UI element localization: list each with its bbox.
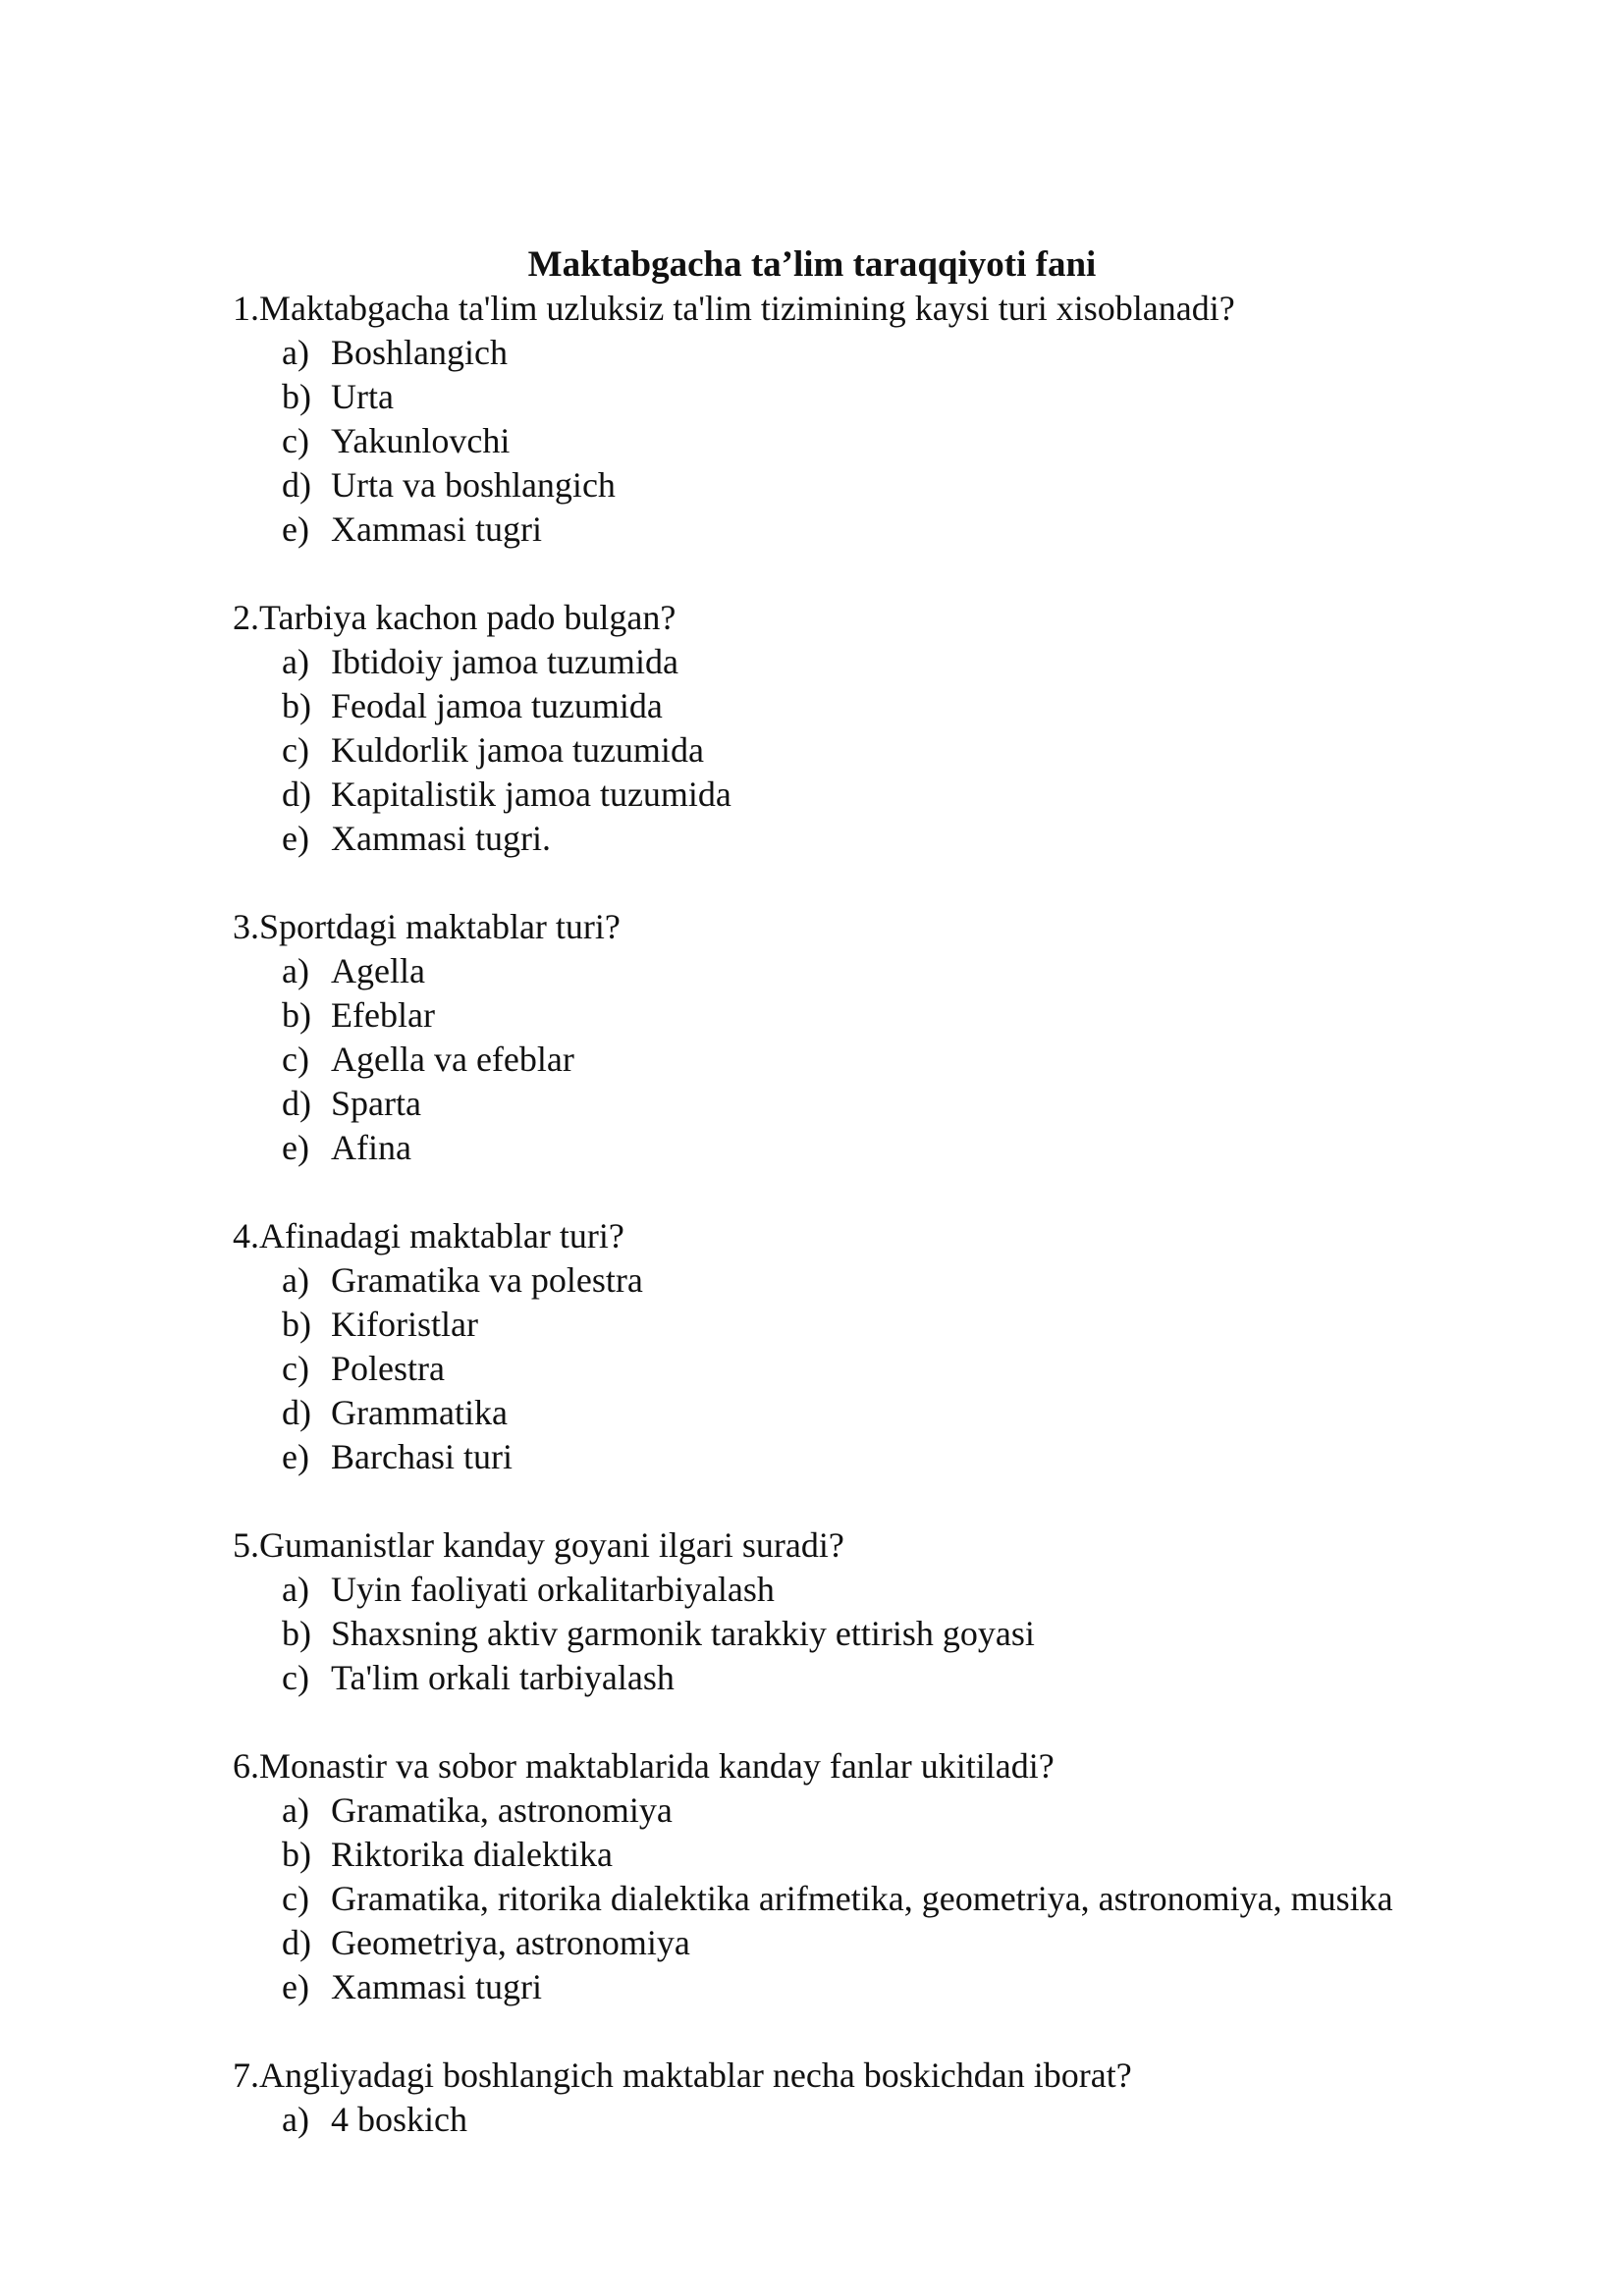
option-b bbox=[233, 1612, 1588, 1656]
option-letter: a) bbox=[282, 951, 309, 990]
option-text: Barchasi turi bbox=[331, 1437, 513, 1476]
question-text: 2.Tarbiya kachon pado bulgan? bbox=[233, 598, 677, 637]
option-letter: d) bbox=[282, 465, 311, 505]
question-5 bbox=[233, 1523, 1588, 1700]
option-text: Afina bbox=[331, 1128, 411, 1167]
option-a bbox=[233, 1568, 1588, 1612]
question-text: 6.Monastir va sobor maktablarida kanday fanlar ukitiladi? bbox=[233, 1746, 1055, 1786]
option-b bbox=[233, 684, 1588, 728]
option-letter: d) bbox=[282, 1084, 311, 1123]
option-text: Feodal jamoa tuzumida bbox=[331, 686, 663, 725]
option-letter: a) bbox=[282, 1260, 309, 1300]
option-b bbox=[233, 375, 1588, 419]
option-letter: c) bbox=[282, 1040, 309, 1079]
option-text: Agella va efeblar bbox=[331, 1040, 574, 1079]
option-letter: a) bbox=[282, 1790, 309, 1830]
option-d bbox=[233, 773, 1588, 817]
option-text: Gramatika, astronomiya bbox=[331, 1790, 673, 1830]
question-text: 1.Maktabgacha ta'lim uzluksiz ta'lim tizimining kaysi turi xisoblanadi? bbox=[233, 289, 1235, 328]
option-letter: c) bbox=[282, 1349, 309, 1388]
option-text: Polestra bbox=[331, 1349, 445, 1388]
question-text: 5.Gumanistlar kanday goyani ilgari suradi? bbox=[233, 1525, 844, 1565]
option-a bbox=[233, 331, 1588, 375]
option-c bbox=[233, 1347, 1588, 1391]
option-letter: c) bbox=[282, 421, 309, 460]
question-list bbox=[233, 287, 1588, 2186]
option-a bbox=[233, 949, 1588, 993]
option-a bbox=[233, 2098, 1588, 2142]
option-text: Xammasi tugri. bbox=[331, 819, 551, 858]
option-text: 4 boskich bbox=[331, 2100, 467, 2139]
option-letter: d) bbox=[282, 774, 311, 814]
option-letter: e) bbox=[282, 1437, 309, 1476]
option-text: Urta bbox=[331, 377, 394, 416]
option-text: Sparta bbox=[331, 1084, 421, 1123]
option-letter: e) bbox=[282, 509, 309, 549]
option-text: Gramatika va polestra bbox=[331, 1260, 643, 1300]
option-text: Riktorika dialektika bbox=[331, 1835, 613, 1874]
question-6 bbox=[233, 1744, 1588, 2009]
option-letter: d) bbox=[282, 1923, 311, 1962]
option-text: Gramatika, ritorika dialektika arifmetika, geometriya, astronomiya, musika bbox=[331, 1879, 1393, 1918]
option-b bbox=[233, 1303, 1588, 1347]
option-text: Shaxsning aktiv garmonik tarakkiy ettirish goyasi bbox=[331, 1614, 1035, 1653]
option-c bbox=[233, 1656, 1588, 1700]
question-text: 3.Sportdagi maktablar turi? bbox=[233, 907, 621, 946]
question-4 bbox=[233, 1214, 1588, 1479]
option-letter: a) bbox=[282, 333, 309, 372]
option-b bbox=[233, 1833, 1588, 1877]
question-3 bbox=[233, 905, 1588, 1170]
option-a bbox=[233, 1258, 1588, 1303]
option-text: Xammasi tugri bbox=[331, 1967, 542, 2006]
option-letter: b) bbox=[282, 1835, 311, 1874]
option-letter: a) bbox=[282, 1570, 309, 1609]
option-e bbox=[233, 1435, 1588, 1479]
option-text: Grammatika bbox=[331, 1393, 508, 1432]
option-letter: a) bbox=[282, 642, 309, 681]
option-c bbox=[233, 1877, 1588, 1921]
option-letter: b) bbox=[282, 1614, 311, 1653]
option-text: Ta'lim orkali tarbiyalash bbox=[331, 1658, 675, 1697]
option-b bbox=[233, 993, 1588, 1038]
question-text: 7.Angliyadagi boshlangich maktablar necha boskichdan iborat? bbox=[233, 2056, 1132, 2095]
option-letter: e) bbox=[282, 819, 309, 858]
question-2 bbox=[233, 596, 1588, 861]
option-e bbox=[233, 1965, 1588, 2009]
option-letter: d) bbox=[282, 1393, 311, 1432]
option-text: Kuldorlik jamoa tuzumida bbox=[331, 730, 704, 770]
option-c bbox=[233, 1038, 1588, 1082]
option-a bbox=[233, 1789, 1588, 1833]
option-letter: e) bbox=[282, 1128, 309, 1167]
option-text: Boshlangich bbox=[331, 333, 508, 372]
option-e bbox=[233, 507, 1588, 552]
option-text: Xammasi tugri bbox=[331, 509, 542, 549]
option-letter: c) bbox=[282, 1658, 309, 1697]
option-d bbox=[233, 1391, 1588, 1435]
option-c bbox=[233, 419, 1588, 463]
option-d bbox=[233, 1921, 1588, 1965]
option-text: Uyin faoliyati orkalitarbiyalash bbox=[331, 1570, 775, 1609]
option-letter: b) bbox=[282, 377, 311, 416]
option-text: Geometriya, astronomiya bbox=[331, 1923, 690, 1962]
option-text: Urta va boshlangich bbox=[331, 465, 616, 505]
option-text: Kapitalistik jamoa tuzumida bbox=[331, 774, 731, 814]
option-letter: a) bbox=[282, 2100, 309, 2139]
question-text: 4.Afinadagi maktablar turi? bbox=[233, 1216, 624, 1255]
option-c bbox=[233, 728, 1588, 773]
document-title: Maktabgacha ta’lim taraqqiyoti fani bbox=[527, 244, 1097, 285]
option-letter: b) bbox=[282, 995, 311, 1035]
option-d bbox=[233, 1082, 1588, 1126]
option-d bbox=[233, 463, 1588, 507]
option-text: Kiforistlar bbox=[331, 1305, 478, 1344]
option-text: Agella bbox=[331, 951, 425, 990]
option-e bbox=[233, 817, 1588, 861]
option-letter: c) bbox=[282, 730, 309, 770]
option-text: Efeblar bbox=[331, 995, 435, 1035]
option-a bbox=[233, 640, 1588, 684]
option-letter: b) bbox=[282, 1305, 311, 1344]
option-text: Ibtidoiy jamoa tuzumida bbox=[331, 642, 678, 681]
option-text: Yakunlovchi bbox=[331, 421, 511, 460]
option-letter: c) bbox=[282, 1879, 309, 1918]
question-7 bbox=[233, 2054, 1588, 2142]
question-1 bbox=[233, 287, 1588, 552]
option-e bbox=[233, 1126, 1588, 1170]
option-letter: e) bbox=[282, 1967, 309, 2006]
option-letter: b) bbox=[282, 686, 311, 725]
